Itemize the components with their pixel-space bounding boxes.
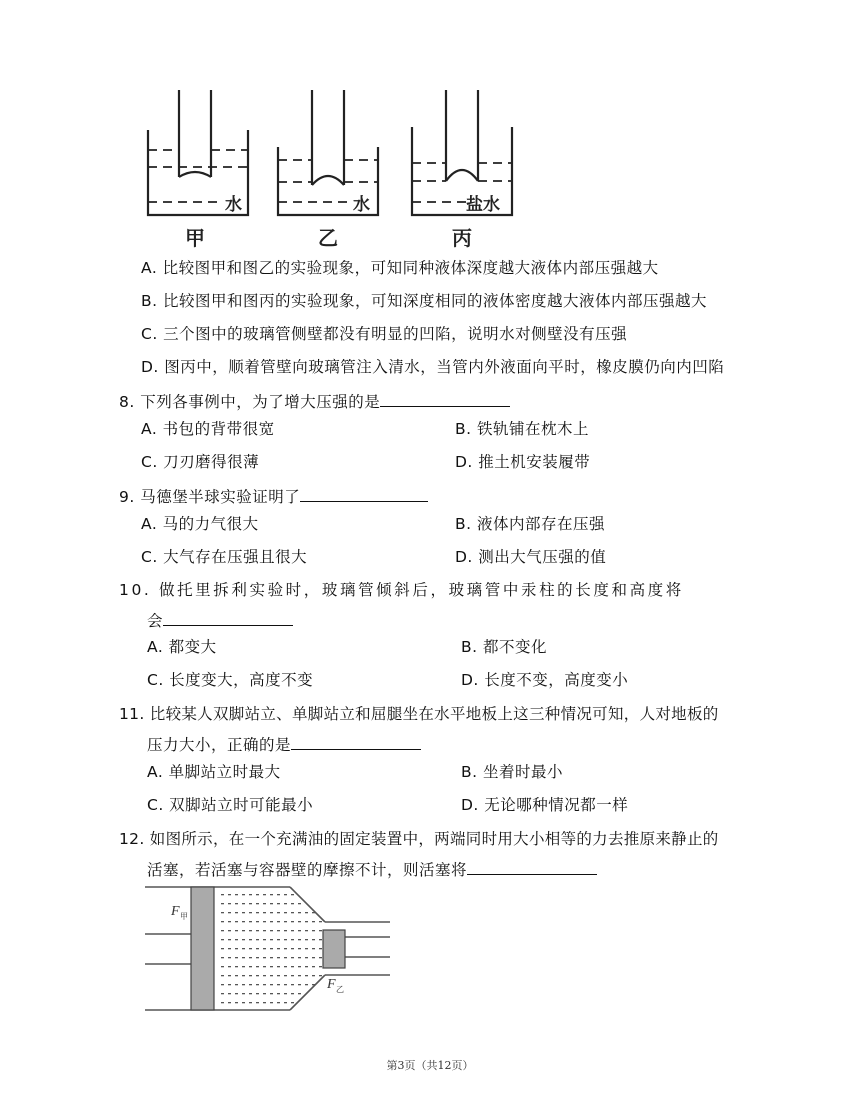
q9-option-a: A. 马的力气很大 (141, 515, 259, 533)
q10-option-d: D. 长度不变，高度变小 (461, 671, 629, 689)
q10-stem-line2-text: 会 (147, 612, 164, 630)
q10-stem-line2 (147, 609, 293, 631)
q11-answer-blank[interactable] (291, 733, 421, 750)
q8-stem (119, 390, 510, 412)
q12-stem-line2-text: 活塞，若活塞与容器壁的摩擦不计，则活塞将 (147, 861, 468, 879)
q11-option-a: A. 单脚站立时最大 (147, 763, 281, 781)
q9-stem (119, 485, 428, 507)
beaker-yi-liquid: 水 (353, 195, 370, 215)
q12-stem-line1: 12. 如图所示，在一个充满油的固定装置中，两端同时用大小相等的力去推原来静止的 (119, 830, 719, 848)
q11-stem-line2-text: 压力大小，正确的是 (147, 736, 292, 754)
q8-option-a: A. 书包的背带很宽 (141, 420, 275, 438)
q8-option-d: D. 推土机安装履带 (455, 453, 591, 471)
q8-option-c: C. 刀刃磨得很薄 (141, 453, 260, 471)
piston-figure (145, 882, 395, 1017)
q11-option-b: B. 坐着时最小 (461, 763, 563, 781)
q11-option-d: D. 无论哪种情况都一样 (461, 796, 629, 814)
force-right-label: F (327, 977, 336, 992)
q7-option-b: B. 比较图甲和图丙的实验现象，可知深度相同的液体密度越大液体内部压强越大 (141, 292, 707, 310)
beaker-jia-liquid: 水 (225, 195, 242, 215)
q10-option-a: A. 都变大 (147, 638, 217, 656)
q10-option-b: B. 都不变化 (461, 638, 547, 656)
force-left-sub: 甲 (180, 912, 188, 921)
beaker-figure (130, 85, 530, 255)
left-piston (191, 887, 214, 1010)
q12-stem-line2 (147, 858, 597, 880)
force-right-sub: 乙 (336, 985, 344, 994)
q10-stem-line1: 10. 做托里拆利实验时，玻璃管倾斜后，玻璃管中汞柱的长度和高度将 (119, 581, 684, 599)
q8-stem-text: 8. 下列各事例中，为了增大压强的是 (119, 393, 381, 411)
q11-stem-line2 (147, 733, 421, 755)
q11-stem-line1: 11. 比较某人双脚站立、单脚站立和屈腿坐在水平地板上这三种情况可知，人对地板的 (119, 705, 719, 723)
q9-option-b: B. 液体内部存在压强 (455, 515, 605, 533)
q7-option-c: C. 三个图中的玻璃管侧壁都没有明显的凹陷，说明水对侧壁没有压强 (141, 325, 628, 343)
beaker-yi-label: 乙 (318, 226, 338, 250)
force-left-label: F (171, 904, 180, 919)
q12-answer-blank[interactable] (467, 858, 597, 875)
q8-option-b: B. 铁轨铺在枕木上 (455, 420, 589, 438)
beaker-jia-label: 甲 (185, 226, 205, 250)
q7-option-a: A. 比较图甲和图乙的实验现象，可知同种液体深度越大液体内部压强越大 (141, 259, 659, 277)
q9-option-d: D. 测出大气压强的值 (455, 548, 607, 566)
q7-option-d: D. 图丙中，顺着管壁向玻璃管注入清水，当管内外液面向平时，橡皮膜仍向内凹陷 (141, 358, 725, 376)
q9-stem-text: 9. 马德堡半球实验证明了 (119, 488, 301, 506)
page-footer: 第3页（共12页） (386, 1059, 474, 1072)
beaker-bing-liquid: 盐水 (466, 195, 500, 215)
q9-option-c: C. 大气存在压强且很大 (141, 548, 308, 566)
q10-answer-blank[interactable] (163, 609, 293, 626)
oil-pattern (221, 894, 322, 1003)
q9-answer-blank[interactable] (300, 485, 428, 502)
q10-option-c: C. 长度变大，高度不变 (147, 671, 314, 689)
right-piston (323, 930, 345, 968)
q8-answer-blank[interactable] (380, 390, 510, 407)
q11-option-c: C. 双脚站立时可能最小 (147, 796, 314, 814)
beaker-bing-label: 丙 (452, 226, 472, 250)
